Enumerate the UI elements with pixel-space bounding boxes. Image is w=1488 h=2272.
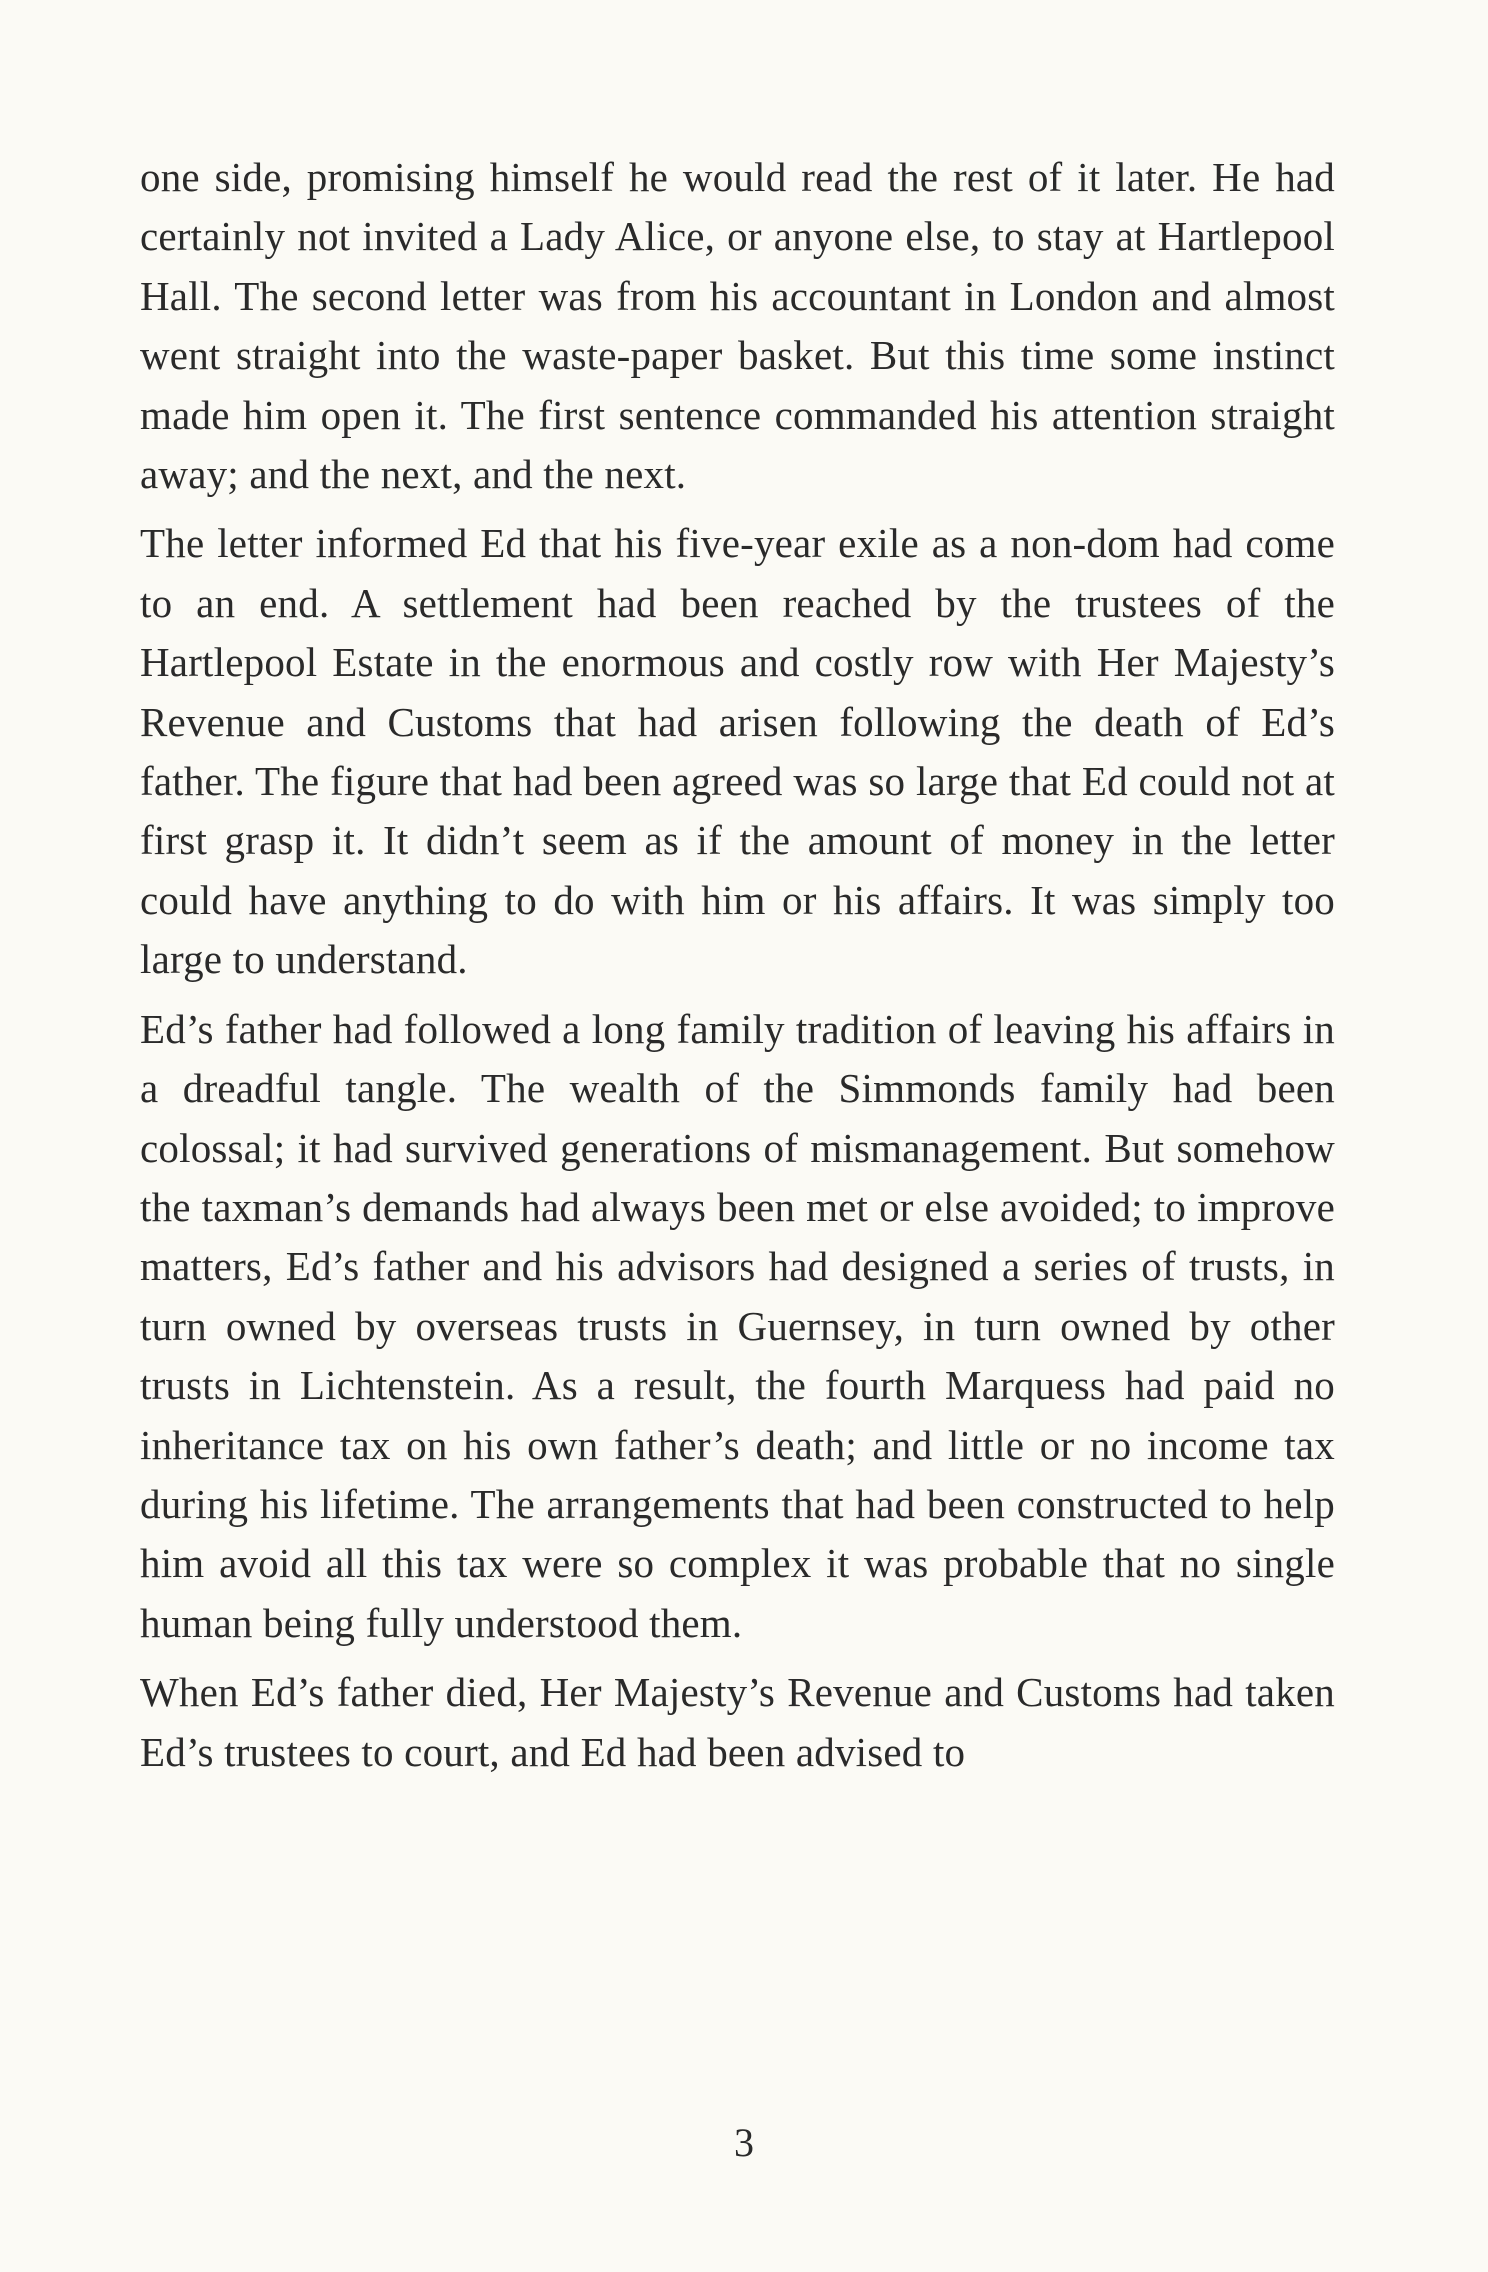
paragraph-2: The letter informed Ed that his five-year exile as a non-dom had come to an end. A settlement had been reached by the trustees of the Hartlepool Estate in the enormous and costly row with Her Majesty’s Revenue and Customs that had arisen following the death of Ed’s father. The figure that had been agreed was so large that Ed could not at first grasp it. It didn’t seem as if the amount of money in the letter could have anything to do with him or his affairs. It was simply too large to understand.	[140, 520, 1335, 983]
body-text	[140, 148, 1335, 1782]
page-number: 3	[734, 2120, 754, 2165]
paragraph-4: When Ed’s father died, Her Majesty’s Revenue and Customs had taken Ed’s trustees to court, and Ed had been advised to	[140, 1669, 1335, 1775]
paragraph-1: one side, promising himself he would read the rest of it later. He had certainly not invited a Lady Alice, or anyone else, to stay at Hartlepool Hall. The second letter was from his accountant in London and almost went straight into the waste-paper basket. But this time some instinct made him open it. The first sentence commanded his attention straight away; and the next, and the next.	[140, 154, 1335, 498]
paragraph-3: Ed’s father had followed a long family tradition of leaving his affairs in a dreadful tangle. The wealth of the Simmonds family had been colossal; it had survived generations of mismanagement. But somehow the taxman’s demands had always been met or else avoided; to improve matters, Ed’s father and his advisors had designed a series of trusts, in turn owned by overseas trusts in Guernsey, in turn owned by other trusts in Lichtenstein. As a result, the fourth Marquess had paid no inheritance tax on his own father’s death; and little or no income tax during his lifetime. The arrangements that had been constructed to help him avoid all this tax were so complex it was probable that no single human being fully understood them.	[140, 1005, 1335, 1646]
